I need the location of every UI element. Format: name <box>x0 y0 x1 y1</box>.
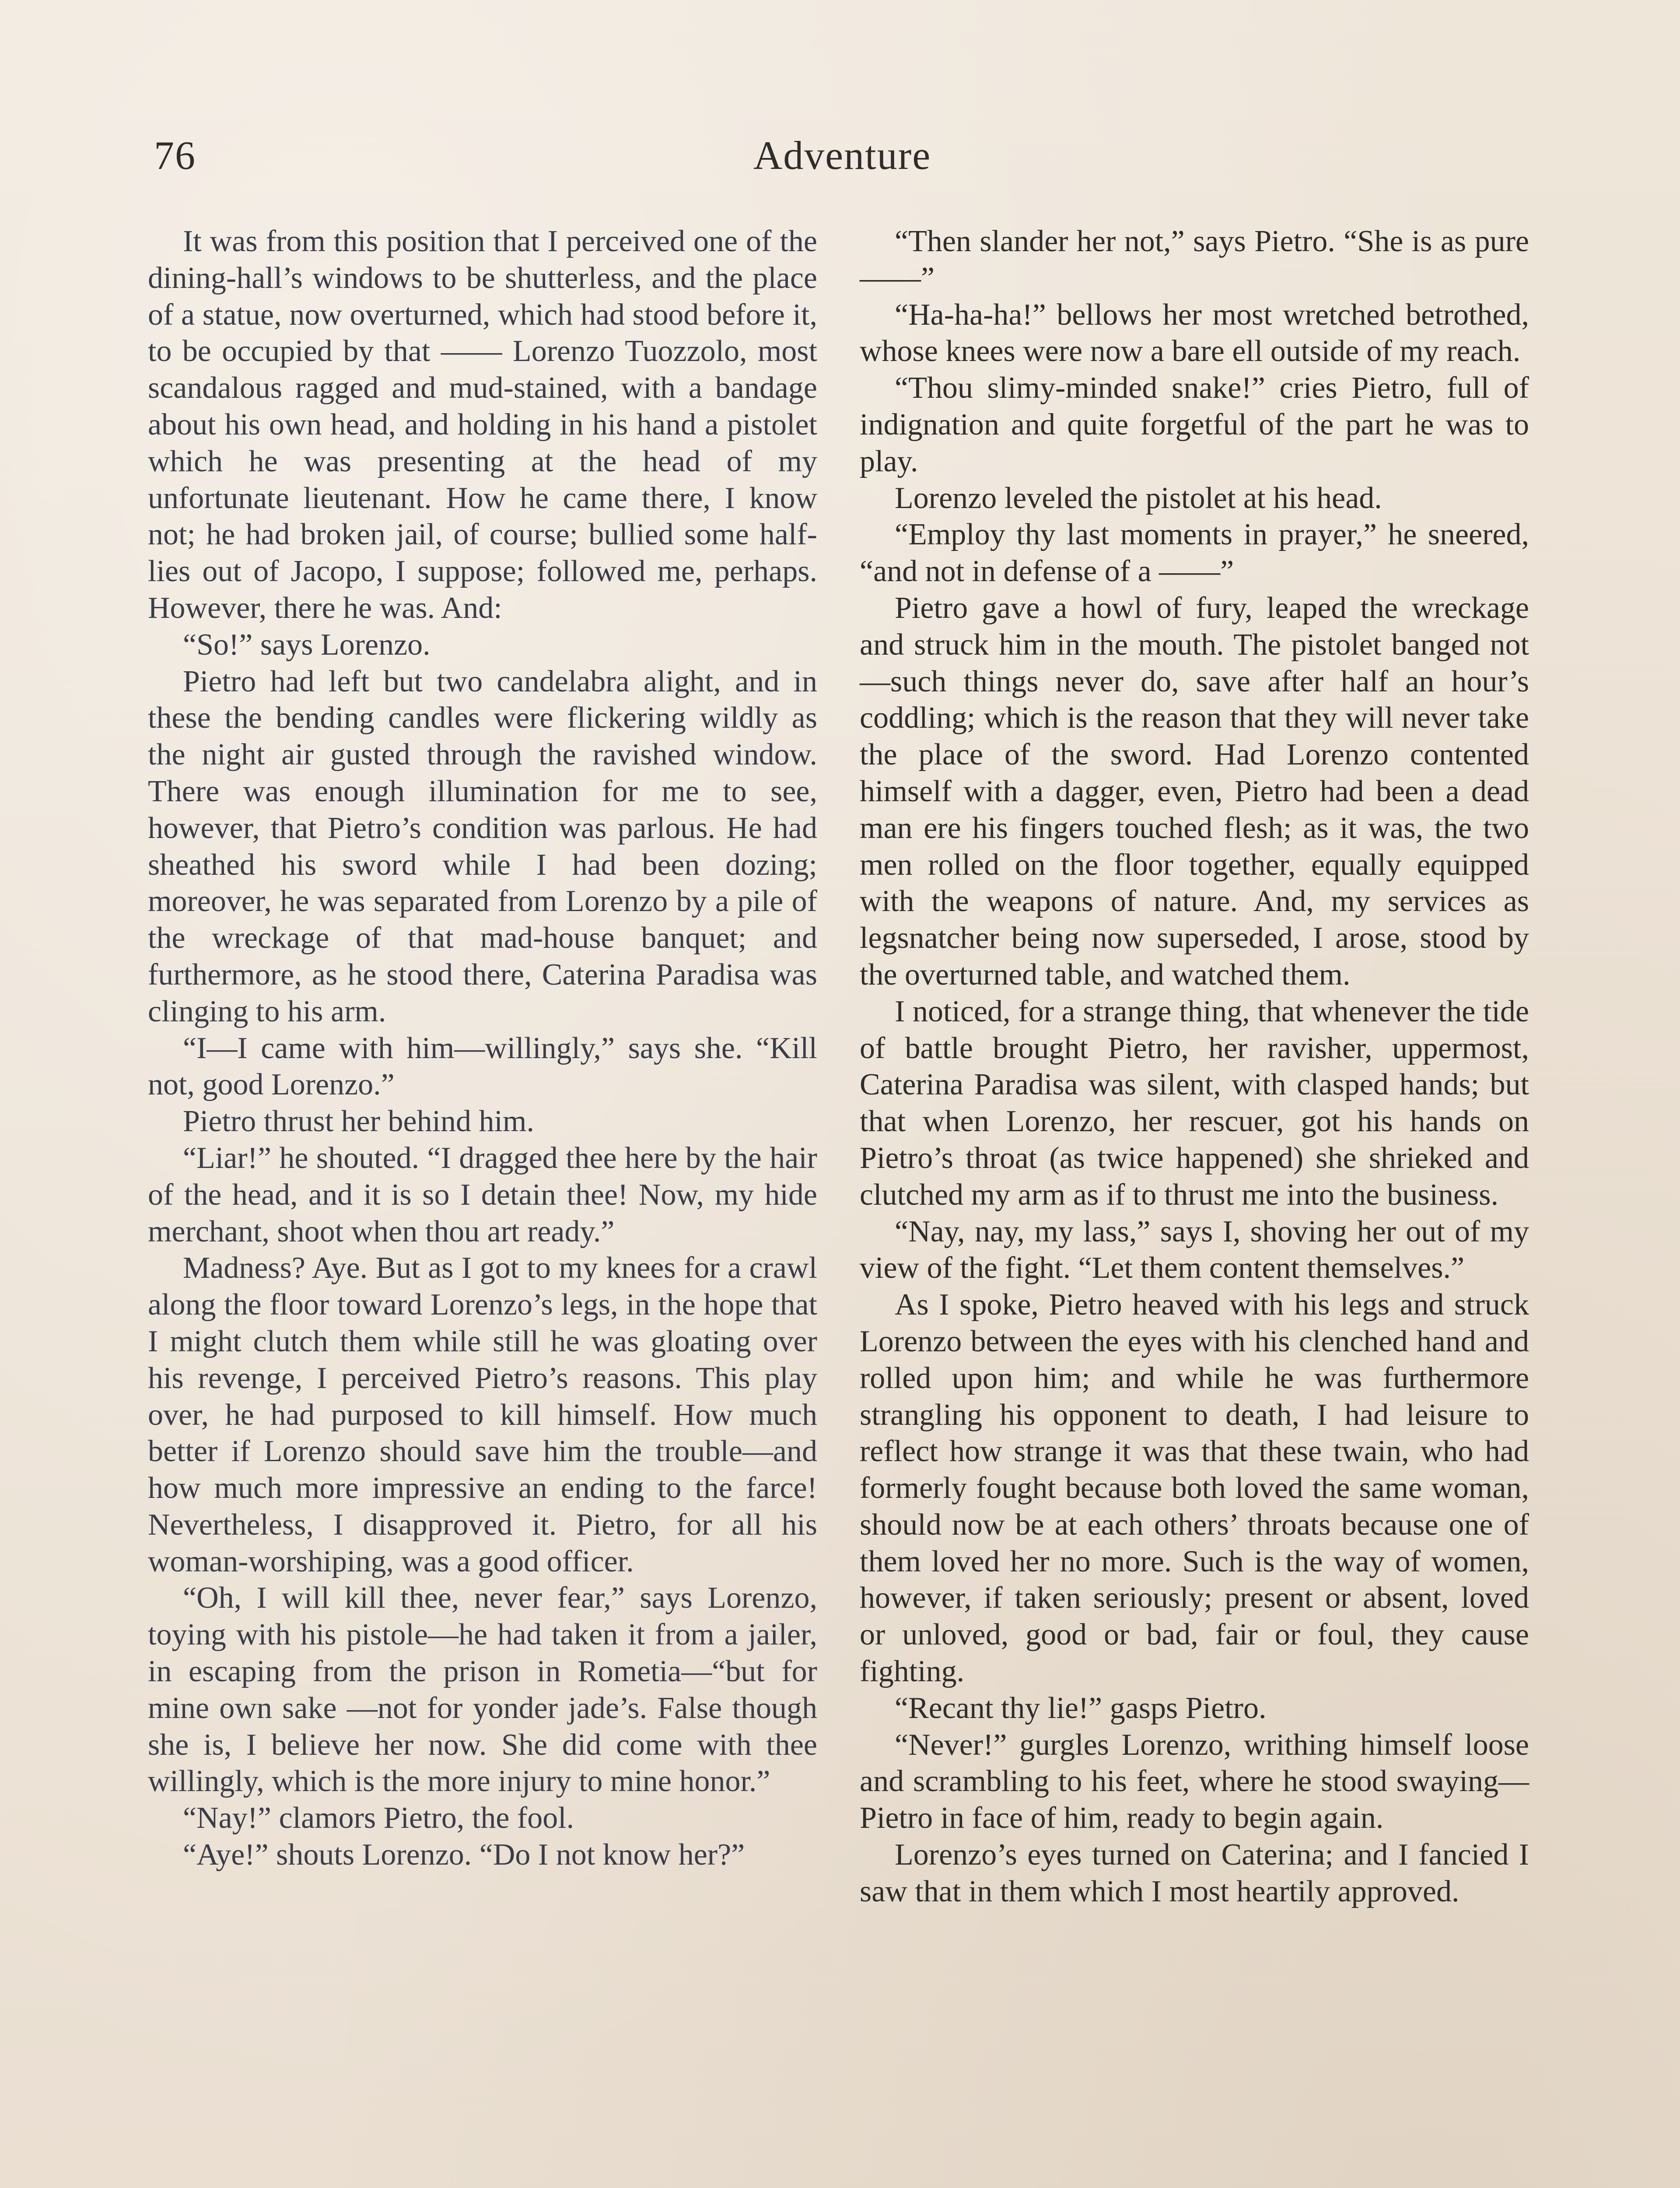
paragraph: “So!” says Lorenzo. <box>183 628 430 662</box>
page-header <box>144 125 1540 186</box>
running-title: Adventure <box>753 133 931 178</box>
paragraph: Pietro gave a howl of fury, leaped the wreckage and struck him in the mouth. The pistolet banged not—such things never do, save after half an hour’s coddling; which is the reason that they will never take the place of the sword. Had Lorenzo contented himself with a dagger, even, Pietro had been a dead man ere his fingers touched flesh; as it was, the two men rolled on the floor together, equally equipped with the weapons of nature. And, my services as legsnatcher being now superseded, I arose, stood by the overturned table, and watched them. <box>860 591 1529 992</box>
paragraph: “I—I came with him—willingly,” says she. “Kill not, good Lorenzo.” <box>148 1031 817 1102</box>
paragraph: “Employ thy last moments in prayer,” he sneered, “and not in defense of a ——” <box>860 518 1529 589</box>
paragraph: Lorenzo’s eyes turned on Caterina; and I fancied I saw that in them which I most heartily approved. <box>860 1838 1529 1908</box>
paragraph: “Never!” gurgles Lorenzo, writhing himself loose and scrambling to his feet, where he stood swaying—Pietro in face of him, ready to begin again. <box>860 1728 1529 1835</box>
paragraph: Lorenzo leveled the pistolet at his head. <box>895 481 1382 515</box>
paragraph: “Recant thy lie!” gasps Pietro. <box>895 1691 1267 1725</box>
paragraph: It was from this position that I perceived one of the dining-hall’s windows to be shutterless, and the place of a statue, now overturned, which had stood before it, to be occupied by that —— Lorenzo Tuozzolo, most scandalous ragged and mud-stained, with a bandage about his own head, and holding in his hand a pistolet which he was presenting at the head of my unfortunate lieutenant. How he came there, I know not; he had broken jail, of course; bullied some half-lies out of Jacopo, I suppose; followed me, perhaps. However, there he was. And: <box>148 224 817 625</box>
paragraph: “Nay, nay, my lass,” says I, shoving her out of my view of the fight. “Let them content themselves.” <box>860 1214 1529 1285</box>
paragraph: Madness? Aye. But as I got to my knees for a crawl along the floor toward Lorenzo’s legs, in the hope that I might clutch them while still he was gloating over his revenge, I perceived Pietro’s reasons. This play over, he had purposed to kill himself. How much better if Lorenzo should save him the trouble—and how much more impressive an ending to the farce! Nevertheless, I disapproved it. Pietro, for all his woman-worshiping, was a good officer. <box>148 1251 817 1578</box>
paragraph: “Oh, I will kill thee, never fear,” says Lorenzo, toying with his pistole—he had taken it from a jailer, in escaping from the prison in Rometia—“but for mine own sake —not for yonder jade’s. False though she is, I believe her now. She did come with thee willingly, which is the more injury to mine honor.” <box>148 1581 817 1799</box>
page-number: 76 <box>154 133 196 178</box>
paragraph: “Then slander her not,” says Pietro. “She is as pure——” <box>860 224 1529 295</box>
paragraph: Pietro thrust her behind him. <box>183 1105 534 1139</box>
paragraph: “Nay!” clamors Pietro, the fool. <box>183 1801 574 1835</box>
paragraph: I noticed, for a strange thing, that whenever the tide of battle brought Pietro, her ravisher, uppermost, Caterina Paradisa was silent, with clasped hands; but that when Lorenzo, her rescuer, got his hands on Pietro’s throat (as twice happened) she shrieked and clutched my arm as if to thrust me into the business. <box>860 994 1529 1212</box>
paragraph: “Thou slimy-minded snake!” cries Pietro, full of indignation and quite forgetful of the part he was to play. <box>860 371 1529 478</box>
paragraph: “Aye!” shouts Lorenzo. “Do I not know her?” <box>183 1838 745 1872</box>
paragraph: Pietro had left but two candelabra alight, and in these the bending candles were flickering wildly as the night air gusted through the ravished window. There was enough illumination for me to see, however, that Pietro’s condition was parlous. He had sheathed his sword while I had been dozing; moreover, he was separated from Lorenzo by a pile of the wreckage of that mad-house banquet; and furthermore, as he stood there, Caterina Paradisa was clinging to his arm. <box>148 664 817 1028</box>
right-column <box>860 223 1529 1910</box>
paragraph: “Liar!” he shouted. “I dragged thee here by the hair of the head, and it is so I detain thee! Now, my hide merchant, shoot when thou art ready.” <box>148 1141 817 1248</box>
paragraph: As I spoke, Pietro heaved with his legs and struck Lorenzo between the eyes with his clenched hand and rolled upon him; and while he was furthermore strangling his opponent to death, I had leisure to reflect how strange it was that these twain, who had formerly fought because both loved the same woman, should now be at each others’ throats because one of them loved her no more. Such is the way of women, however, if taken seriously; present or absent, loved or unloved, good or bad, fair or foul, they cause fighting. <box>860 1288 1529 1689</box>
left-column <box>148 223 817 1873</box>
paragraph: “Ha-ha-ha!” bellows her most wretched betrothed, whose knees were now a bare ell outside of my reach. <box>860 298 1529 368</box>
